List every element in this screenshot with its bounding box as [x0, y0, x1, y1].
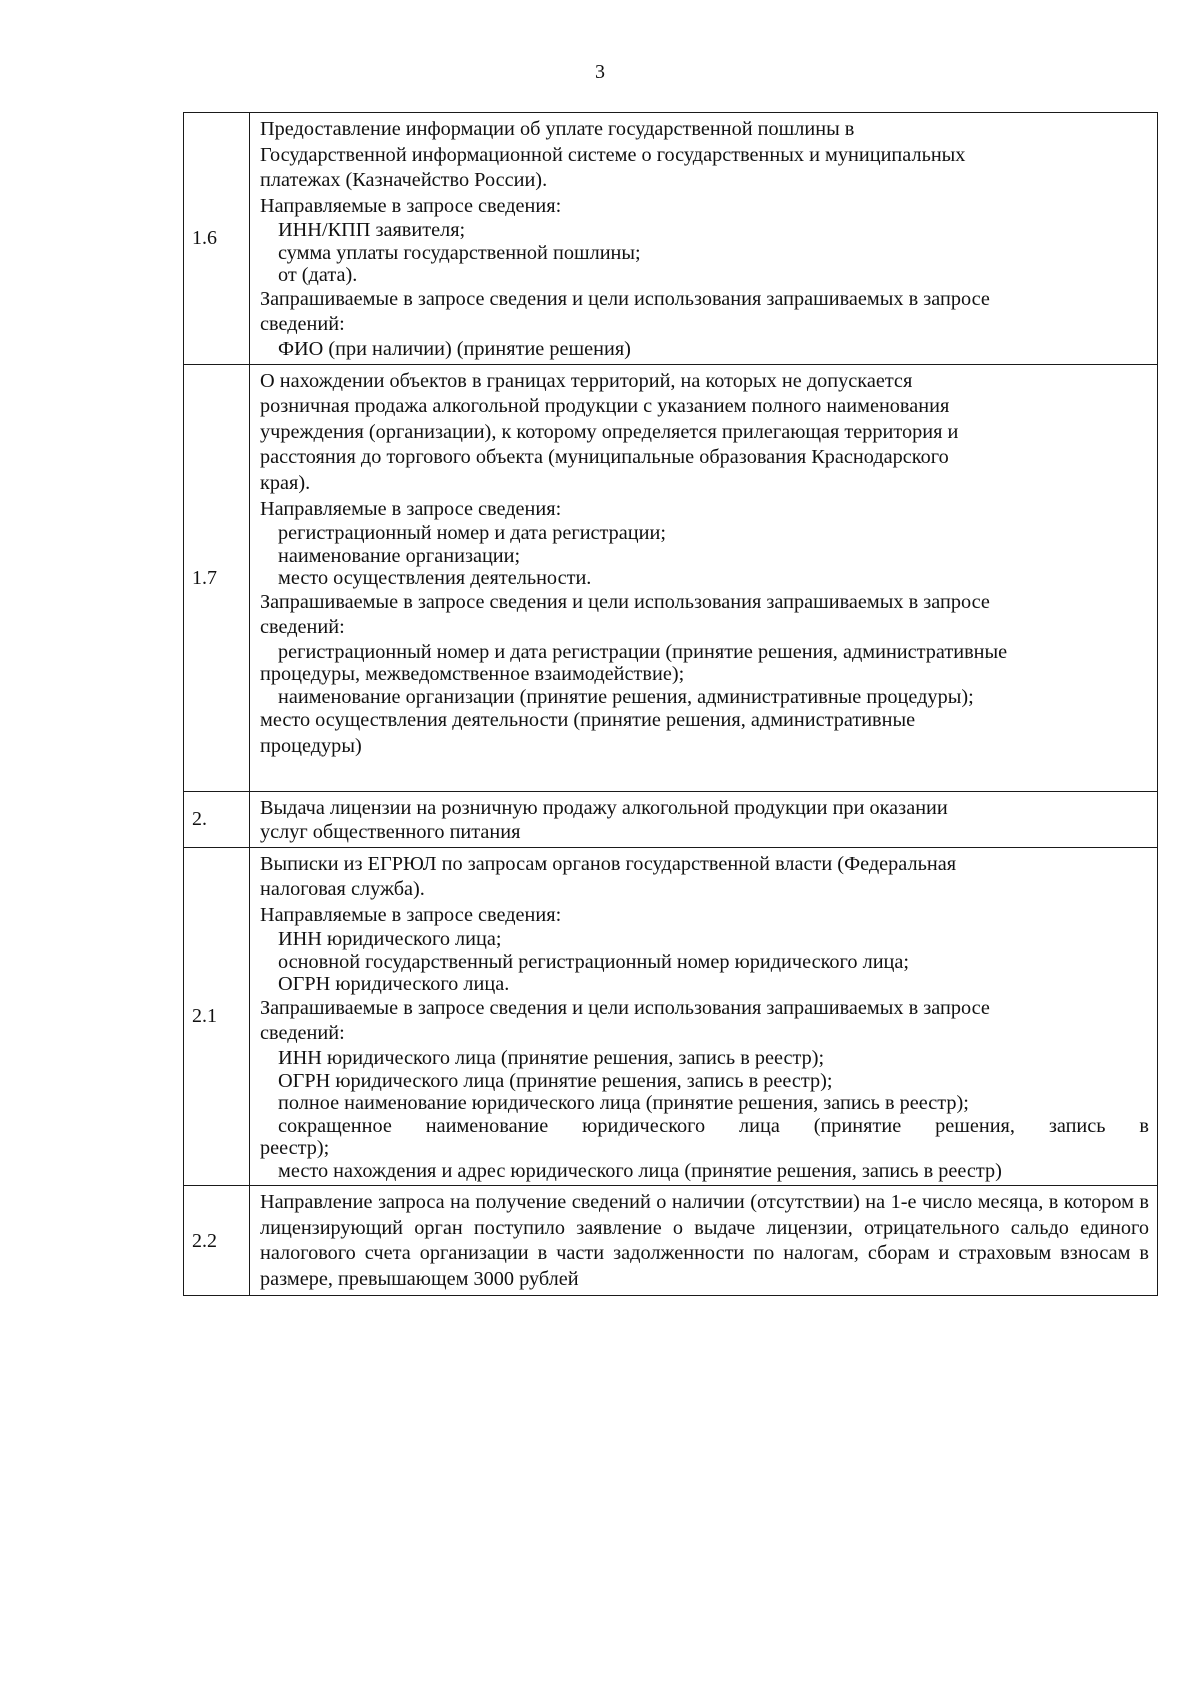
requested-item: наименование организации (принятие решения, административные процедуры);: [278, 685, 974, 708]
table-row-2-2: [184, 1186, 1158, 1296]
requested-label: сведений:: [260, 313, 345, 336]
requested-label: сведений:: [260, 616, 345, 639]
sent-item: ОГРН юридического лица.: [278, 973, 510, 996]
table-row-1-6: [184, 113, 1158, 365]
row-content: [250, 1186, 1158, 1296]
row-number: 2.1: [184, 847, 250, 1185]
row-title-line: платежах (Казначейство России).: [260, 169, 548, 192]
row-title-line: Выдача лицензии на розничную продажу алкогольной продукции при оказании: [260, 796, 948, 819]
row-title-line: Предоставление информации об уплате государственной пошлины в: [260, 118, 855, 140]
requested-item: ИНН юридического лица (принятие решения, запись в реестр);: [278, 1047, 825, 1070]
requested-item: ФИО (при наличии) (принятие решения): [278, 338, 631, 361]
sent-label: Направляемые в запросе сведения:: [260, 903, 562, 926]
row-title-line: розничная продажа алкогольной продукции с указанием полного наименования: [260, 395, 950, 418]
row-title-line: налоговая служба).: [260, 878, 425, 901]
page-number: 3: [595, 61, 605, 83]
sent-item: от (дата).: [278, 264, 358, 287]
row-number: 2.: [184, 791, 250, 847]
row-content: [250, 364, 1158, 791]
requested-item: реестр);: [260, 1137, 330, 1160]
requested-label: Запрашиваемые в запросе сведения и цели использования запрашиваемых в запросе: [260, 996, 990, 1019]
row-content: [250, 791, 1158, 847]
sent-item: сумма уплаты государственной пошлины;: [278, 241, 641, 264]
row-title-line: Выписки из ЕГРЮЛ по запросам органов государственной власти (Федеральная: [260, 852, 957, 875]
row-content: [250, 113, 1158, 365]
row-number: 1.6: [184, 113, 250, 365]
sent-label: Направляемые в запросе сведения:: [260, 194, 562, 217]
row-text: Направление запроса на получение сведений о наличии (отсутствии) на 1-е число месяца, в котором в лицензирующий орган поступило заявление о выдаче лицензии, отрицательного сальдо единого налогового счета организации в части задолженности по налогам, сборам и страховым взносам в размере, превышающем 3000 рублей: [260, 1191, 1149, 1290]
sent-item: место осуществления деятельности.: [278, 567, 592, 590]
requested-item: ОГРН юридического лица (принятие решения, запись в реестр);: [278, 1069, 833, 1092]
requested-item: регистрационный номер и дата регистрации (принятие решения, административные: [278, 640, 1008, 663]
table-row-1-7: [184, 364, 1158, 791]
row-title-line: края).: [260, 471, 311, 494]
row-content: [250, 847, 1158, 1185]
requested-item: место осуществления деятельности (принятие решения, административные: [260, 709, 916, 732]
requested-item: процедуры): [260, 734, 362, 757]
table-row-2-1: [184, 847, 1158, 1185]
requested-item: место нахождения и адрес юридического лица (принятие решения, запись в реестр): [278, 1159, 1002, 1182]
sent-item: основной государственный регистрационный номер юридического лица;: [278, 950, 910, 973]
row-title-line: Государственной информационной системе о государственных и муниципальных: [260, 143, 966, 166]
row-spacer: [260, 760, 1149, 788]
sent-item: наименование организации;: [278, 544, 521, 567]
row-title-line: О нахождении объектов в границах территорий, на которых не допускается: [260, 369, 913, 392]
row-title-line: учреждения (организации), к которому определяется прилегающая территория и: [260, 420, 959, 443]
row-number: 2.2: [184, 1186, 250, 1296]
requested-label: Запрашиваемые в запросе сведения и цели использования запрашиваемых в запросе: [260, 287, 990, 310]
table-row-2: [184, 791, 1158, 847]
sent-item: ИНН/КПП заявителя;: [278, 219, 466, 242]
sent-item: ИНН юридического лица;: [278, 928, 502, 951]
requested-item: сокращенное наименование юридического лица (принятие решения, запись в: [278, 1114, 1149, 1137]
row-number: 1.7: [184, 364, 250, 791]
row-title-line: услуг общественного питания: [260, 821, 521, 844]
requested-item: процедуры, межведомственное взаимодействие);: [260, 663, 685, 686]
requested-label: Запрашиваемые в запросе сведения и цели использования запрашиваемых в запросе: [260, 590, 990, 613]
requested-label: сведений:: [260, 1022, 345, 1045]
requested-item: полное наименование юридического лица (принятие решения, запись в реестр);: [278, 1092, 969, 1115]
row-title-line: расстояния до торгового объекта (муниципальные образования Краснодарского: [260, 446, 949, 469]
requests-table: [183, 112, 1158, 1296]
sent-item: регистрационный номер и дата регистрации;: [278, 522, 666, 545]
sent-label: Направляемые в запросе сведения:: [260, 497, 562, 520]
